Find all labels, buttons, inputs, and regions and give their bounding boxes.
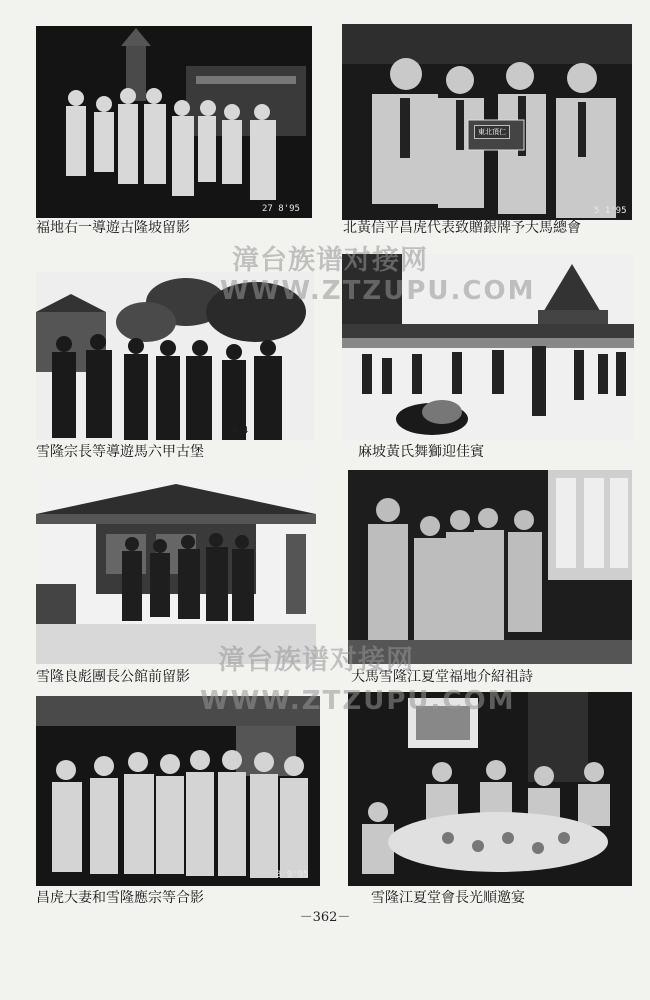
page-number: －362－ (299, 910, 351, 925)
photo-silver-plaque-presentation (342, 24, 632, 220)
photo-couple-group (36, 696, 320, 886)
photo-kuala-lumpur-group (36, 26, 312, 218)
photo-ancestral-hall-poem (348, 470, 632, 664)
photo-residence-group (36, 474, 316, 664)
plaque-inscription: 東北頂仁 (474, 125, 510, 139)
photo-caption: 大馬雪隆江夏堂福地介紹祖詩 (351, 669, 533, 685)
photo-caption: 北黃信平昌虎代表致贈銀牌予大馬總會 (343, 220, 581, 236)
photo-caption: 雪隆良彪團長公館前留影 (36, 669, 190, 685)
photo-caption: 麻坡黃氏舞獅迎佳賓 (358, 444, 484, 460)
photo-date-stamp: 3 9'95 (276, 870, 309, 880)
photo-caption: 福地右一導遊古隆坡留影 (36, 220, 190, 236)
watermark-site-name: 漳台族谱对接网 (232, 245, 428, 276)
photo-date-stamp: 27 8'95 (262, 204, 300, 214)
photo-caption: 雪隆江夏堂會長光順邀宴 (371, 890, 525, 906)
watermark-url: WWW.ZTZUPU.COM (200, 686, 516, 716)
photo-date-stamp: 5 1'95 (594, 206, 627, 216)
watermark-url: WWW.ZTZUPU.COM (220, 276, 536, 306)
photo-date-stamp: 6 4 (232, 426, 249, 436)
watermark-site-name: 漳台族谱对接网 (218, 645, 414, 676)
photo-caption: 昌虎大妻和雪隆應宗等合影 (36, 890, 204, 906)
photo-caption: 雪隆宗長等導遊馬六甲古堡 (36, 444, 204, 460)
photo-banquet (348, 692, 632, 886)
